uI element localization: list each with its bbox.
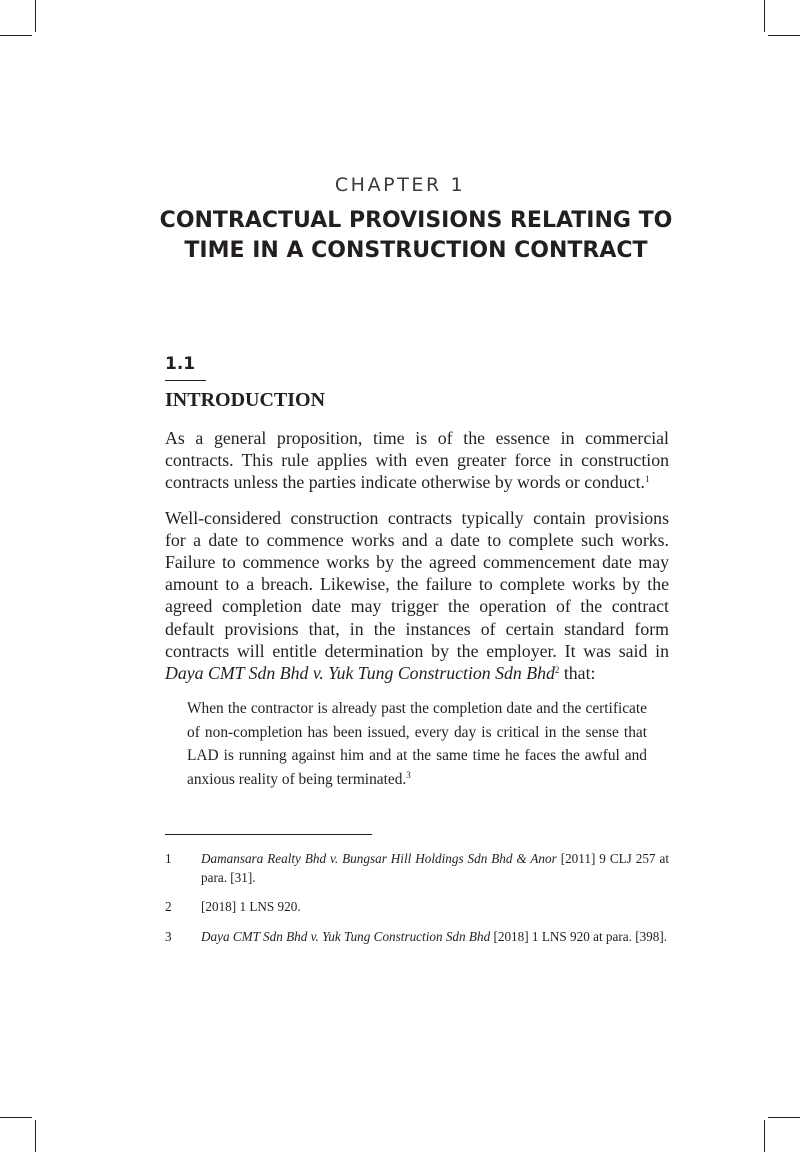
- footnote-cite: [2011] 9 CLJ 257 at para. [31].: [201, 851, 669, 885]
- crop-mark-top-left-v: [35, 0, 36, 32]
- body-text: [165, 427, 669, 791]
- footnotes: [165, 850, 669, 957]
- footnote-ref-2[interactable]: 2: [554, 665, 560, 676]
- footnote-cite: [2018] 1 LNS 920.: [201, 899, 301, 914]
- block-quote-text: When the contractor is already past the completion date and the certificate of non-completion has been issued, every day is critical in the sense that LAD is running against him and at the same time he faces the awful and anxious reality of being terminated.: [187, 700, 647, 788]
- paragraph-1: [165, 427, 669, 494]
- footnote-separator: [165, 834, 372, 835]
- crop-mark-top-left-h: [0, 35, 32, 36]
- paragraph-2: [165, 507, 669, 685]
- footnote-text: [201, 850, 669, 887]
- footnote-ref-3[interactable]: 3: [406, 769, 411, 780]
- case-citation: Daya CMT Sdn Bhd v. Yuk Tung Construction Sdn Bhd: [165, 663, 555, 684]
- crop-mark-bottom-left-h: [0, 1117, 32, 1118]
- paragraph-1-text: As a general proposition, time is of the essence in commercial contracts. This rule applies with even greater force in construction contracts unless the parties indicate otherwise by words or conduct.: [165, 428, 669, 493]
- footnote-number: 2: [165, 899, 172, 914]
- paragraph-2-tail: that:: [559, 663, 596, 684]
- crop-mark-bottom-right-v: [764, 1120, 765, 1152]
- section-rule: [165, 380, 206, 381]
- crop-mark-bottom-right-h: [768, 1117, 800, 1118]
- block-quote: [187, 697, 647, 791]
- footnote-case: Damansara Realty Bhd v. Bungsar Hill Holdings Sdn Bhd & Anor: [201, 851, 557, 866]
- crop-mark-bottom-left-v: [35, 1120, 36, 1152]
- footnote-number: 1: [165, 851, 172, 866]
- section-number: 1.1: [165, 354, 196, 374]
- crop-mark-top-right-v: [764, 0, 765, 32]
- footnote-cite: [2018] 1 LNS 920 at para. [398].: [490, 928, 668, 944]
- chapter-label: CHAPTER 1: [334, 174, 466, 196]
- footnote-text: [201, 898, 669, 917]
- crop-mark-top-right-h: [768, 35, 800, 36]
- section-heading: INTRODUCTION: [165, 389, 326, 411]
- footnote: [165, 928, 669, 947]
- footnote: [165, 898, 669, 917]
- footnote-number: 3: [165, 928, 172, 944]
- footnote: [165, 850, 669, 887]
- footnote-ref-1[interactable]: 1: [644, 474, 650, 485]
- footnote-case: Daya CMT Sdn Bhd v. Yuk Tung Construction Sdn Bhd: [201, 928, 491, 944]
- chapter-title: CONTRACTUAL PROVISIONS RELATING TO TIME IN A CONSTRUCTION CONTRACT: [159, 208, 673, 263]
- footnote-text: [201, 928, 669, 947]
- paragraph-2-text: Well-considered construction contracts typically contain provisions for a date to commence works and a date to complete such works. Failure to commence works by the agreed commencement date may amount to a breach. Likewise, the failure to complete works by the agreed completion date may trigger the operation of the contract default provisions that, in the instances of certain standard form contracts will entitle determination by the employer. It was said in: [165, 507, 669, 661]
